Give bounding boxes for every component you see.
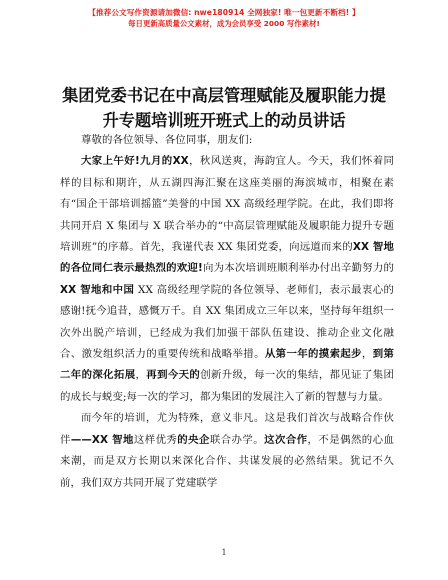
p1-text-d: 创新升级，每一次的集结，都见证了集团的成长与蜕变;每一次的学习，都为集团的发展注入了新的智慧与力量。: [60, 369, 394, 403]
p1-text-a: ，秋风送爽，海韵宜人。今天，我们怀着同样的目标和期许，从五湖四海汇聚在这座美丽的海滨城市，相聚在素有“国企干部培训摇篮”美誉的中国 XX 高级经理学院。在此，我们即将共同开启 X 集团与 X 联合举办的“中高层管理赋能及履职能力提升专题培训班”的序幕。首先，我谨代表 XX 集团党委，向远道而来的: [60, 155, 395, 254]
thanks-target: XX 智地和中国: [60, 283, 135, 296]
page-number: 1: [221, 548, 227, 557]
paragraph-1: [60, 151, 394, 408]
p1-text-c: XX 高级经理学院的各位领导、老师们，表示最衷心的感谢!抚今追昔，感慨万千。自 XX 集团成立三年以来，坚持每年组织一次外出脱产培训，已经成为我们加强干部队伍建设、推动企业文化融合、激发组织活力的重要传统和战略举措。: [60, 283, 394, 361]
salutation: 尊敬的各位领导、各位同事，朋友们:: [81, 134, 253, 146]
p1-comma-1: ，: [361, 348, 373, 361]
welcome-text: XX 智地的各位同仁表示最热烈的欢迎!: [60, 241, 395, 275]
p1-text-b: 向为本次培训班顺利举办付出辛勤努力的: [202, 262, 394, 275]
greeting-text: 大家上午好!九月的: [81, 155, 173, 168]
document-body: [60, 130, 394, 494]
p2-text-d: ，不是偶然的心血来潮，而是双方长期以来深化合作、共谋发展的必然结果。犹记不久前，我们双方共同开展了党建联学: [60, 433, 394, 489]
today-text: 再到今天的: [146, 369, 201, 382]
document-title-line-1: 集团党委书记在中高层管理赋能及履职能力提: [62, 86, 386, 105]
p2-text-b: 这样优秀: [133, 433, 178, 446]
partner-name: ——XX 智地: [70, 433, 134, 446]
p2-text-c: 联合办学。: [209, 433, 265, 446]
soe-text: 的央企: [177, 433, 210, 446]
p2-text-a: 而今年的培训，尤为特殊，意义非凡。这是我们首次与战略合作伙伴: [60, 412, 394, 446]
paragraph-2: [60, 408, 394, 494]
second-year-text: 到第二年的深化拓展: [60, 348, 394, 382]
document-title-line-2: 升专题培训班开班式上的动员讲话: [102, 111, 346, 130]
greeting-place: XX: [172, 155, 189, 168]
promo-banner-line-2: 每日更新高质量公文素材，成为会员享受 2000 写作素材!: [128, 19, 320, 28]
first-year-text: 从第一年的摸索起步: [264, 348, 362, 361]
cooperation-text: 这次合作: [264, 433, 308, 446]
p1-comma-2: ，: [135, 369, 147, 382]
promo-banner-line-1: 【推荐公文写作资源请加微信: nwe180914 全网独家! 唯一包更新不断档! 】: [88, 8, 360, 17]
